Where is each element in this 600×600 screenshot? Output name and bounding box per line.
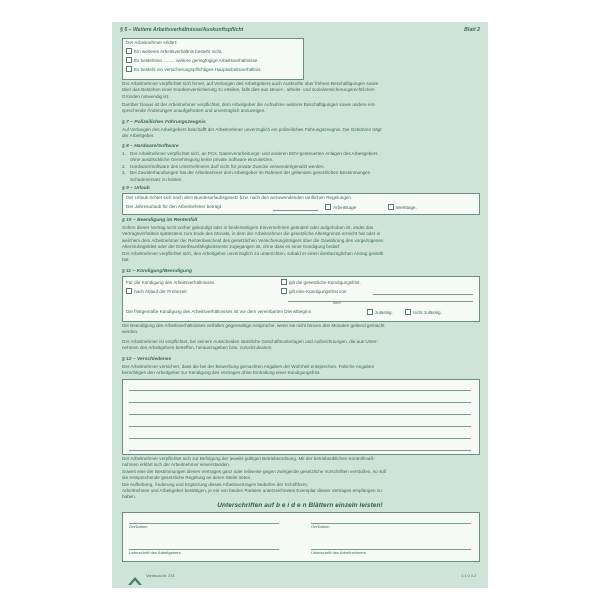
- section-12-title: § 12 – Verschiedenes: [122, 357, 172, 362]
- publisher-logo: [128, 572, 142, 590]
- section-9-title: § 9 – Urlaub: [122, 186, 150, 191]
- s7-text: Auf Verlangen des Arbeitgebers beschafft der Arbeitnehmer unverzüglich ein polizeiliches Führungszeugnis. Die Gebühren trägt der Arbeitgeber.: [122, 127, 382, 139]
- option-workdays[interactable]: Arbeitstage: [325, 204, 356, 211]
- option-no-other-employment[interactable]: Ein weiteres Arbeitsverhältnis besteht nicht.: [126, 48, 223, 55]
- form-number: Vordruck-Nr. 378: [146, 574, 175, 578]
- option-not-allowed[interactable]: nicht zulässig.: [405, 309, 442, 316]
- option-minor-employments[interactable]: Es besteht/en ......... weitere geringfügige Arbeitsverhältnisse.: [126, 57, 259, 64]
- additional-employment-box: [122, 38, 304, 80]
- checkbox[interactable]: [126, 57, 132, 63]
- s12-after-text: Der Arbeitnehmer verpflichtet sich zur Befolgung der jeweils gültigen Betriebsordnung. Mit der betriebsüblichen Kontrollmaß- nahmen erklärt sich der Arbeitnehmer einverstanden. Soweit eine der Bestimmungen dieses Vertrages ganz oder teilweise gegen zwingende gesetzliche Vorschriften verstoßen, so soll die entsprechende gesetzliche Regelung an deren Stelle treten. Die Aufhebung, Änderung und Ergänzung dieses Arbeitsvertrages bedürfen der Schriftform. Arbeitnehmer und Arbeitgeber bestätigen, je ein von beiden Parteien unterzeichnetes Exemplar dieses Vertrages empfangen zu haben.: [122, 456, 387, 500]
- s8-list: 1. Der Arbeitnehmer verpflichtet sich, an PCs, Datenverarbeitungs- und anderen EDV-gesteuerten Anlagen des Arbeitgebers ohne ausdrückliche Genehmigung keine private Software einzusetzen. 2. Hardware/Software des Unternehmens darf nicht für private Zwecke verwendet/genutzt werden. 3. Bei Zuwiderhandlungen hat der Arbeitnehmer dem Arbeitgeber im Rahmen der geltenden gesetzlichen Bestimmungen Schadenersatz zu leisten.: [122, 151, 378, 182]
- signature-title: Unterschriften auf b e i d e n Blättern einzeln leisten!: [217, 502, 383, 509]
- option-notice-period[interactable]: gilt eine Kündigungsfrist von: [281, 288, 346, 295]
- section-10-title: § 10 – Beendigung im Rentenfall: [122, 218, 198, 223]
- s5-paragraph-2: Darüber hinaus ist der Arbeitnehmer verpflichtet, dem Arbeitgeber die Aufnahme weiterer Beschäftigungen sowie andere ent- sprechende Änderungen unaufgefordert und unverzüglich anzuzeigen.: [122, 102, 376, 114]
- section-7-title: § 7 – Polizeiliches Führungszeugnis: [122, 120, 206, 125]
- termination-box: Für die Kündigung des Arbeitsverhältnisses nach Ablauf der Probezeit gilt die gesetzliche Kündigungsfrist. gilt eine Kündigungsfrist von zum Die fristgemäße Kündigung des Arbeitsverhältnisses ist vor dem vereinbarten Dienstbeginn zulässig. nicht zulässig.: [122, 276, 480, 322]
- option-main-employment[interactable]: Es besteht ein versicherungspflichtiges Hauptarbeitsverhältnis.: [126, 66, 262, 73]
- checkbox[interactable]: [126, 66, 132, 72]
- vacation-box: Der Urlaub richtet sich nach dem Bundesurlaubsgesetz bzw. nach den anzuwendenden tariflichen Regelungen. Der Jahresurlaub für den Arbeitnehmer beträgt Arbeitstage Werktage.: [122, 193, 480, 215]
- place-date-right-field[interactable]: [311, 523, 471, 524]
- notice-period-input[interactable]: [373, 294, 473, 295]
- s5-paragraph-1: Der Arbeitnehmer verpflichtet sich ferner, auf Verlangen des Arbeitgebers auch Auskünfte über frühere Beschäftigungen sowie über das Bestehen einer Krankenversicherung zu erteilen, falls dies aus steuer-, arbeits- und sozialversicherungsrechtlichen Gründen notwendig ist.: [122, 81, 379, 99]
- s10-text: Sofern dieser Vertrag nicht vorher gekündigt oder in beiderseitigem Einvernehmen geändert oder aufgehoben ist, endet das Vertragsverhältnis spätestens zum Ende des Monats, in dem der Arbeitnehmer die gesetzliche Altersgrenze erreicht hat oder in welchem dem Arbeitnehmer der Rentenbescheid des gesetzlichen Versicherungsträgers über die Gewährung des vorgezogenen Altersruhegeldes oder der Erwerbsunfähigkeitsrente zugegangen ist, ohne dass es einer Kündigung bedarf. Der Arbeitnehmer verpflichtet sich, den Arbeitgeber unverzüglich zu unterrichten, sobald er einen diesbezüglichen Antrag gestellt hat.: [122, 225, 384, 263]
- employer-signature-label: Unterschrift des Arbeitgebers: [129, 550, 181, 555]
- form-code: 1 1 0 4 2: [461, 574, 476, 578]
- s11-paragraph-2: Der Arbeitnehmer ist verpflichtet, bei seinem Ausscheiden sämtliche Geschäftsunterlagen und Aufzeichnungen, die aus Unter- nehmen des Arbeitgebers betreffen, herauszugeben bzw. zurückzulassen.: [122, 339, 379, 351]
- option-statutory-notice[interactable]: gilt die gesetzliche Kündigungsfrist.: [281, 279, 361, 286]
- place-date-left-label: Ort/Datum: [129, 524, 148, 529]
- sheet-label: Blatt 2: [464, 27, 480, 33]
- option-after-probation[interactable]: nach Ablauf der Probezeit: [126, 288, 187, 295]
- place-date-left-field[interactable]: [129, 523, 279, 524]
- section-11-title: § 11 – Kündigung/Beendigung: [122, 269, 193, 274]
- signature-box: [122, 512, 480, 562]
- box-intro: Der Arbeitnehmer erklärt:: [126, 40, 178, 45]
- checkbox[interactable]: [126, 48, 132, 54]
- s12-text: Der Arbeitnehmer versichert, dass die bei der Bewerbung gemachten Angaben der Wahrheit entsprechen. Falsche Angaben berechtigen den Arbeitgeber zur Kündigung des Vertrages ohne Einhaltung einer Kündigungsfrist.: [122, 364, 375, 376]
- additional-agreements-box[interactable]: [122, 379, 480, 455]
- place-date-right-label: Ort/Datum: [311, 524, 330, 529]
- s11-paragraph-1: Die Beendigung des Arbeitsverhältnisses verfallen gegenseitige Ansprüche, wenn sie nicht binnen drei Monaten geltend gemacht werden.: [122, 323, 385, 335]
- vacation-days-input[interactable]: [273, 210, 318, 211]
- section-5-title: § 5 – Weitere Arbeitsverhältnisse/Auskunftspflicht: [120, 27, 244, 33]
- employee-signature-label: Unterschrift des Arbeitnehmers: [311, 550, 366, 555]
- option-weekdays[interactable]: Werktage.: [388, 204, 417, 211]
- option-allowed[interactable]: zulässig.: [367, 309, 393, 316]
- notice-period-input-2[interactable]: [288, 301, 473, 302]
- section-8-title: § 8 – Hardware/Software: [122, 144, 179, 149]
- form-sheet: [112, 22, 488, 588]
